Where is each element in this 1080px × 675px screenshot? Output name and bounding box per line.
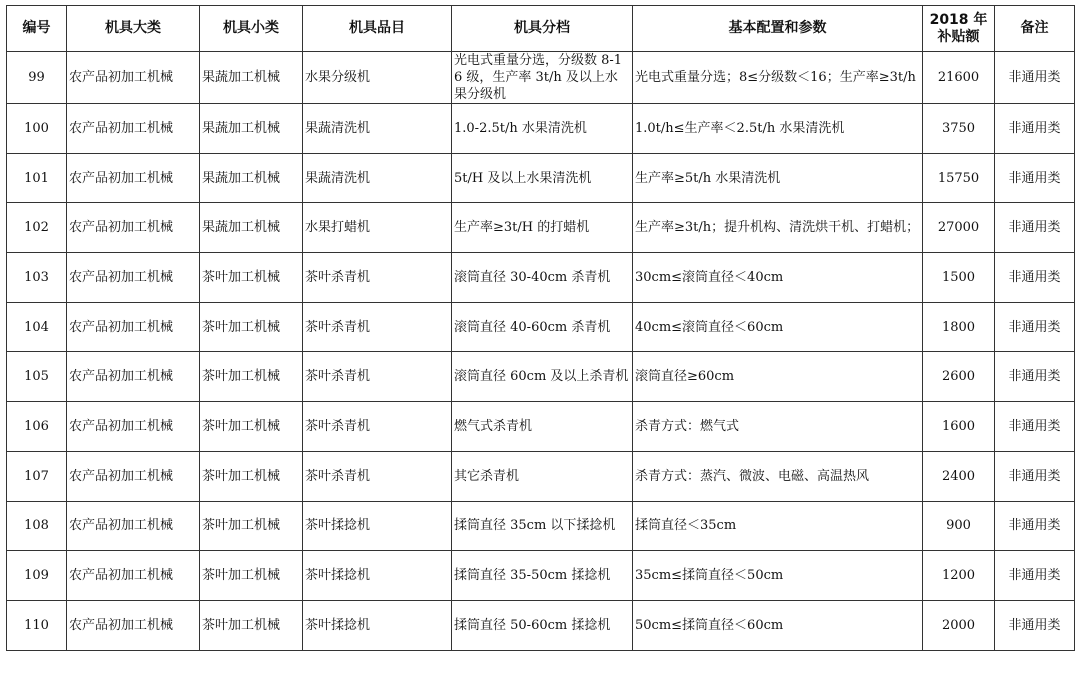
cell-subcategory: 茶叶加工机械 [200, 551, 303, 601]
cell-category: 农产品初加工机械 [67, 153, 200, 203]
cell-remark: 非通用类 [995, 451, 1075, 501]
cell-subcategory: 果蔬加工机械 [200, 203, 303, 253]
cell-subsidy: 1500 [923, 253, 995, 303]
cell-number: 109 [7, 551, 67, 601]
cell-config: 生产率≥5t/h 水果清洗机 [633, 153, 923, 203]
cell-item: 果蔬清洗机 [303, 104, 452, 154]
cell-subcategory: 果蔬加工机械 [200, 104, 303, 154]
cell-config: 1.0t/h≤生产率＜2.5t/h 水果清洗机 [633, 104, 923, 154]
cell-remark: 非通用类 [995, 352, 1075, 402]
cell-number: 110 [7, 600, 67, 650]
cell-number: 106 [7, 402, 67, 452]
cell-subsidy: 15750 [923, 153, 995, 203]
cell-category: 农产品初加工机械 [67, 451, 200, 501]
cell-grade: 揉筒直径 35cm 以下揉捻机 [452, 501, 633, 551]
cell-subsidy: 2400 [923, 451, 995, 501]
cell-grade: 滚筒直径 30-40cm 杀青机 [452, 253, 633, 303]
cell-grade: 生产率≥3t/H 的打蜡机 [452, 203, 633, 253]
cell-subcategory: 果蔬加工机械 [200, 153, 303, 203]
table-row [7, 203, 1075, 253]
cell-config: 30cm≤滚筒直径＜40cm [633, 253, 923, 303]
cell-subsidy: 2000 [923, 600, 995, 650]
cell-remark: 非通用类 [995, 104, 1075, 154]
cell-remark: 非通用类 [995, 253, 1075, 303]
cell-number: 101 [7, 153, 67, 203]
header-cell-remark: 备注 [995, 6, 1075, 52]
cell-category: 农产品初加工机械 [67, 52, 200, 104]
cell-grade: 1.0-2.5t/h 水果清洗机 [452, 104, 633, 154]
cell-number: 107 [7, 451, 67, 501]
cell-subsidy: 1600 [923, 402, 995, 452]
cell-number: 105 [7, 352, 67, 402]
cell-config: 光电式重量分选；8≤分级数＜16；生产率≥3t/h [633, 52, 923, 104]
cell-subsidy: 27000 [923, 203, 995, 253]
cell-config: 杀青方式：燃气式 [633, 402, 923, 452]
cell-grade: 其它杀青机 [452, 451, 633, 501]
cell-item: 水果分级机 [303, 52, 452, 104]
header-cell-subsidy: 2018 年 补贴额 [923, 6, 995, 52]
header-row [7, 6, 1075, 52]
cell-subsidy: 1800 [923, 302, 995, 352]
cell-subsidy: 3750 [923, 104, 995, 154]
cell-subcategory: 茶叶加工机械 [200, 402, 303, 452]
cell-number: 104 [7, 302, 67, 352]
cell-category: 农产品初加工机械 [67, 253, 200, 303]
table-row [7, 451, 1075, 501]
table-row [7, 501, 1075, 551]
cell-subsidy: 900 [923, 501, 995, 551]
cell-item: 茶叶揉捻机 [303, 600, 452, 650]
cell-subsidy: 1200 [923, 551, 995, 601]
cell-remark: 非通用类 [995, 302, 1075, 352]
table-header [7, 6, 1075, 52]
cell-item: 茶叶杀青机 [303, 302, 452, 352]
cell-remark: 非通用类 [995, 501, 1075, 551]
cell-remark: 非通用类 [995, 551, 1075, 601]
cell-config: 揉筒直径＜35cm [633, 501, 923, 551]
cell-item: 茶叶杀青机 [303, 352, 452, 402]
cell-item: 茶叶杀青机 [303, 451, 452, 501]
header-cell-item: 机具品目 [303, 6, 452, 52]
table-row [7, 153, 1075, 203]
cell-number: 99 [7, 52, 67, 104]
cell-config: 生产率≥3t/h；提升机构、清洗烘干机、打蜡机； [633, 203, 923, 253]
cell-subcategory: 茶叶加工机械 [200, 253, 303, 303]
table-row [7, 52, 1075, 104]
cell-subcategory: 茶叶加工机械 [200, 600, 303, 650]
table-row [7, 302, 1075, 352]
cell-category: 农产品初加工机械 [67, 203, 200, 253]
cell-subcategory: 茶叶加工机械 [200, 501, 303, 551]
cell-remark: 非通用类 [995, 402, 1075, 452]
cell-grade: 滚筒直径 40-60cm 杀青机 [452, 302, 633, 352]
cell-category: 农产品初加工机械 [67, 352, 200, 402]
cell-grade: 揉筒直径 35-50cm 揉捻机 [452, 551, 633, 601]
cell-item: 茶叶杀青机 [303, 402, 452, 452]
cell-config: 杀青方式：蒸汽、微波、电磁、高温热风 [633, 451, 923, 501]
cell-subsidy: 21600 [923, 52, 995, 104]
cell-category: 农产品初加工机械 [67, 104, 200, 154]
table-body [7, 52, 1075, 651]
cell-category: 农产品初加工机械 [67, 501, 200, 551]
cell-item: 茶叶揉捻机 [303, 501, 452, 551]
cell-remark: 非通用类 [995, 153, 1075, 203]
cell-category: 农产品初加工机械 [67, 402, 200, 452]
cell-grade: 5t/H 及以上水果清洗机 [452, 153, 633, 203]
table-row [7, 253, 1075, 303]
table-row [7, 402, 1075, 452]
header-cell-category: 机具大类 [67, 6, 200, 52]
table-row [7, 600, 1075, 650]
cell-grade: 揉筒直径 50-60cm 揉捻机 [452, 600, 633, 650]
cell-config: 滚筒直径≥60cm [633, 352, 923, 402]
cell-remark: 非通用类 [995, 600, 1075, 650]
cell-item: 茶叶杀青机 [303, 253, 452, 303]
header-cell-number: 编号 [7, 6, 67, 52]
cell-number: 108 [7, 501, 67, 551]
cell-item: 水果打蜡机 [303, 203, 452, 253]
cell-number: 100 [7, 104, 67, 154]
cell-config: 50cm≤揉筒直径＜60cm [633, 600, 923, 650]
cell-grade: 燃气式杀青机 [452, 402, 633, 452]
subsidy-table [6, 5, 1075, 651]
table-row [7, 551, 1075, 601]
table-row [7, 352, 1075, 402]
header-cell-grade: 机具分档 [452, 6, 633, 52]
cell-subcategory: 茶叶加工机械 [200, 302, 303, 352]
cell-category: 农产品初加工机械 [67, 600, 200, 650]
cell-subcategory: 茶叶加工机械 [200, 352, 303, 402]
cell-config: 35cm≤揉筒直径＜50cm [633, 551, 923, 601]
header-cell-config: 基本配置和参数 [633, 6, 923, 52]
cell-grade: 光电式重量分选，分级数 8-16 级，生产率 3t/h 及以上水果分级机 [452, 52, 633, 104]
cell-subcategory: 果蔬加工机械 [200, 52, 303, 104]
table-row [7, 104, 1075, 154]
cell-subcategory: 茶叶加工机械 [200, 451, 303, 501]
cell-config: 40cm≤滚筒直径＜60cm [633, 302, 923, 352]
cell-subsidy: 2600 [923, 352, 995, 402]
cell-number: 103 [7, 253, 67, 303]
cell-category: 农产品初加工机械 [67, 302, 200, 352]
header-cell-subcategory: 机具小类 [200, 6, 303, 52]
cell-number: 102 [7, 203, 67, 253]
cell-remark: 非通用类 [995, 52, 1075, 104]
cell-grade: 滚筒直径 60cm 及以上杀青机 [452, 352, 633, 402]
cell-item: 果蔬清洗机 [303, 153, 452, 203]
cell-item: 茶叶揉捻机 [303, 551, 452, 601]
cell-remark: 非通用类 [995, 203, 1075, 253]
cell-category: 农产品初加工机械 [67, 551, 200, 601]
